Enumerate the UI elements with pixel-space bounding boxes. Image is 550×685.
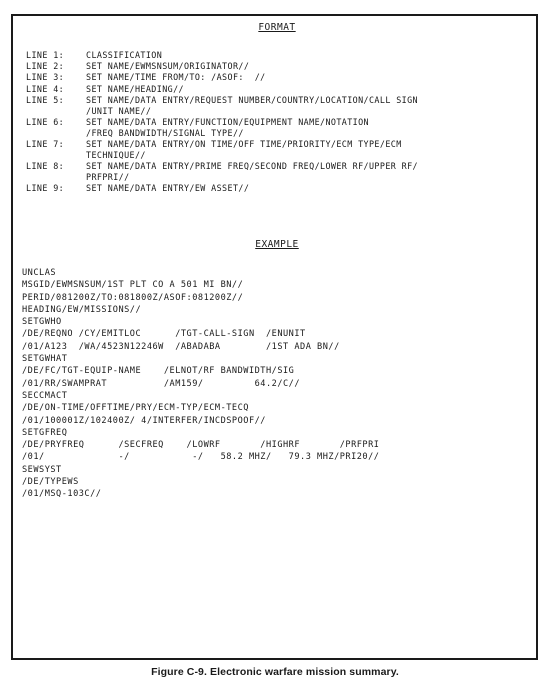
format-line-label: LINE 4:: [26, 83, 65, 94]
example-line: SETGWHAT: [22, 354, 68, 365]
format-line-1: [26, 50, 516, 61]
format-line-text: SET NAME/DATA ENTRY/REQUEST NUMBER/COUNTRY/LOCATION/CALL SIGN: [86, 94, 418, 105]
format-line-4: [26, 84, 516, 95]
example-line: HEADING/EW/MISSIONS//: [22, 304, 142, 315]
format-list: [26, 50, 516, 194]
example-line: MSGID/EWMSNSUM/1ST PLT CO A 501 MI BN//: [22, 280, 244, 291]
example-line: /01/A123 /WA/4523N12246W /ABADABA /1ST ADA BN//: [22, 341, 340, 352]
example-line: SETGFREQ: [22, 427, 68, 438]
format-line-label: LINE 2:: [26, 61, 65, 72]
example-line: /01/RR/SWAMPRAT /AM159/ 64.2/C//: [22, 378, 301, 389]
example-line: /DE/FC/TGT-EQUIP-NAME /ELNOT/RF BANDWIDTH/SIG: [22, 366, 295, 377]
format-line-continuation: TECHNIQUE//: [86, 149, 146, 160]
format-line-label: LINE 6:: [26, 116, 65, 127]
example-line: SETGWHO: [22, 317, 62, 328]
format-line-3: [26, 72, 516, 83]
format-line-text: SET NAME/DATA ENTRY/FUNCTION/EQUIPMENT NAME/NOTATION: [86, 116, 369, 127]
example-line: PERID/081200Z/TO:081800Z/ASOF:081200Z//: [22, 292, 244, 303]
example-line: /DE/PRYFREQ /SECFREQ /LOWRF /HIGHRF /PRFPRI: [22, 440, 380, 451]
format-line-5: [26, 95, 516, 117]
format-line-label: LINE 8:: [26, 160, 65, 171]
format-line-text: SET NAME/DATA ENTRY/EW ASSET//: [86, 182, 250, 193]
example-heading: EXAMPLE: [255, 239, 299, 250]
example-line: UNCLAS: [22, 268, 57, 278]
example-message: [22, 267, 522, 501]
format-line-text: SET NAME/EWMSNSUM/ORIGINATOR//: [86, 61, 250, 72]
example-line: /01/MSQ-103C//: [22, 489, 102, 500]
format-line-continuation: /FREQ BANDWIDTH/SIGNAL TYPE//: [86, 127, 244, 138]
format-line-text: SET NAME/TIME FROM/TO: /ASOF: //: [86, 72, 266, 83]
example-line: /01/100001Z/102400Z/ 4/INTERFER/INCDSPOOF//: [22, 415, 266, 426]
format-line-label: LINE 9:: [26, 182, 65, 193]
example-line: /DE/ON-TIME/OFFTIME/PRY/ECM-TYP/ECM-TECQ: [22, 403, 249, 414]
format-line-label: LINE 1:: [26, 50, 65, 60]
format-line-text: CLASSIFICATION: [86, 50, 163, 60]
format-line-8: [26, 161, 516, 183]
format-line-7: [26, 139, 516, 161]
example-line: /01/ -/ -/ 58.2 MHZ/ 79.3 MHZ/PRI20//: [22, 452, 380, 463]
format-line-label: LINE 5:: [26, 94, 65, 105]
example-line: /DE/REQNO /CY/EMITLOC /TGT-CALL-SIGN /ENUNIT: [22, 329, 306, 340]
example-line: /DE/TYPEWS: [22, 477, 79, 488]
format-line-text: SET NAME/DATA ENTRY/PRIME FREQ/SECOND FREQ/LOWER RF/UPPER RF/: [86, 160, 418, 171]
format-line-continuation: PRFPRI//: [86, 171, 130, 182]
format-line-continuation: /UNIT NAME//: [86, 105, 152, 116]
example-line: SECCMACT: [22, 390, 68, 401]
format-line-label: LINE 3:: [26, 72, 65, 83]
format-line-text: SET NAME/HEADING//: [86, 83, 184, 94]
figure-caption: Figure C-9. Electronic warfare mission summary.: [151, 666, 399, 678]
format-line-6: [26, 117, 516, 139]
format-heading: FORMAT: [258, 22, 296, 33]
example-line: SEWSYST: [22, 464, 62, 475]
format-line-2: [26, 61, 516, 72]
format-line-text: SET NAME/DATA ENTRY/ON TIME/OFF TIME/PRIORITY/ECM TYPE/ECM: [86, 138, 402, 149]
format-line-9: [26, 183, 516, 194]
format-line-label: LINE 7:: [26, 138, 65, 149]
